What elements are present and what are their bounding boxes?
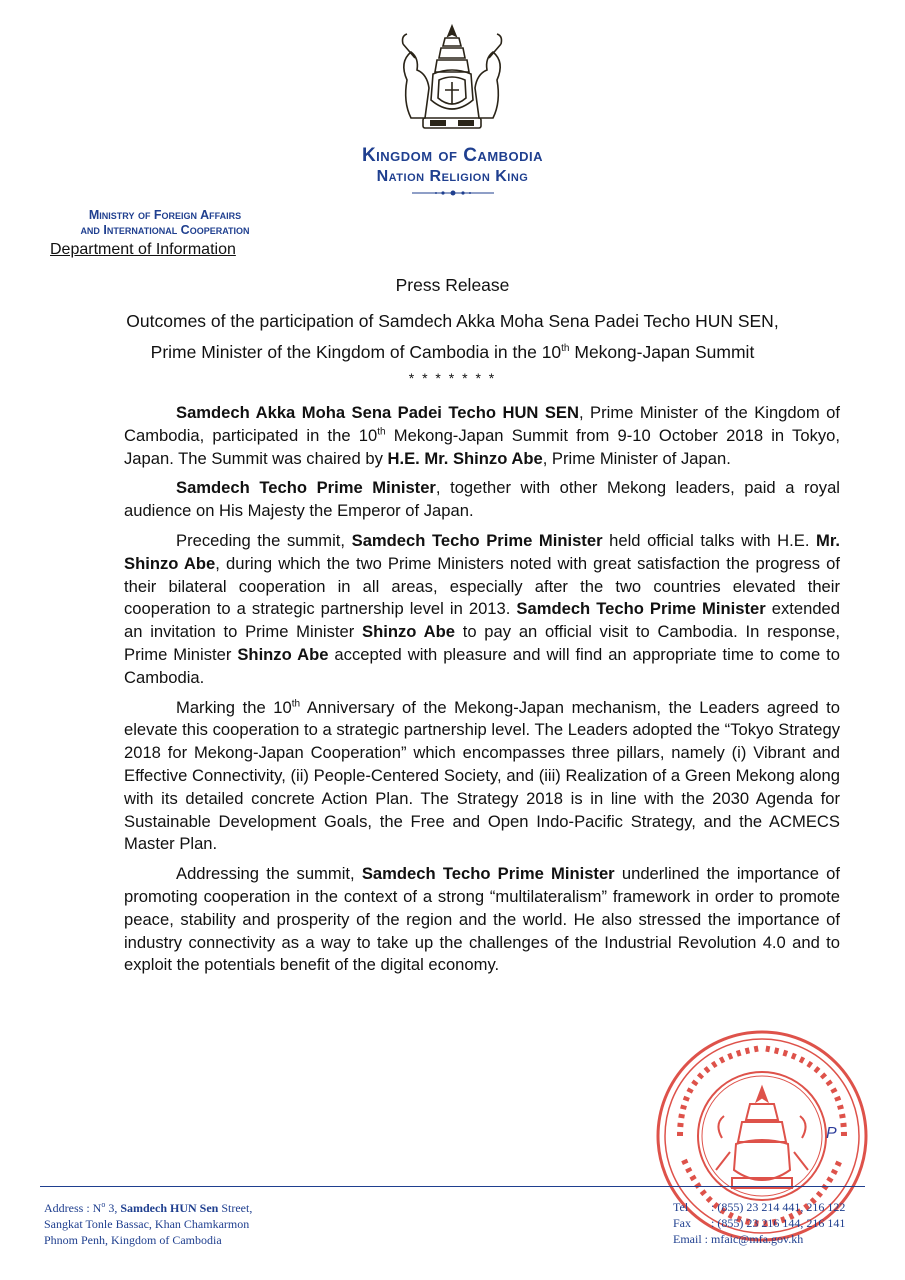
footer-contact (673, 1199, 845, 1247)
address-line-3: Phnom Penh, Kingdom of Cambodia (44, 1233, 222, 1247)
headline-line-2: Prime Minister of the Kingdom of Cambodia in the 10th Mekong-Japan Summit (150, 341, 755, 362)
kingdom-name: Kingdom of Cambodia (361, 145, 544, 166)
ornament-divider-icon (412, 189, 494, 197)
paragraph-2: Samdech Techo Prime Minister, together with other Mekong leaders, paid a royal audience on His Majesty the Emperor of Japan. (124, 478, 840, 521)
telephone: Tel : (855) 23 214 441, 216 122 (673, 1200, 846, 1214)
address-line-1: Address : $N^o$ 3, Samdech HUN Sen Street, (44, 1200, 253, 1215)
department-name: Department of Information (50, 241, 236, 258)
headline-line-1: Outcomes of the participation of Samdech Akka Moha Sena Padei Techo HUN SEN, (126, 311, 779, 331)
footer-address (44, 1197, 252, 1248)
royal-coat-of-arms-emblem (393, 22, 511, 134)
ministry-name (40, 208, 290, 238)
paragraph-3: Preceding the summit, Samdech Techo Prime Minister held official talks with H.E. Mr. Shinzo Abe, during which the two Prime Ministers noted with great satisfaction the progress of their bilateral cooperation in all areas, especially after the two countries elevated their cooperation to a strategic partnership level in 2013. Samdech Techo Prime Minister extended an invitation to Prime Minister Shinzo Abe to pay an official visit to Cambodia. In response, Prime Minister Shinzo Abe accepted with pleasure and will find an appropriate time to come to Cambodia. (124, 530, 841, 687)
footer-divider (40, 1186, 865, 1187)
ministry-line-2: and International Cooperation (80, 223, 250, 237)
document-type-title: Press Release (395, 275, 510, 295)
national-motto: Nation Religion King (376, 168, 529, 185)
kingdom-title-block (300, 145, 605, 187)
paragraph-4: Marking the 10th Anniversary of the Mekong-Japan mechanism, the Leaders agreed to elevate this cooperation to a strategic partnership level. The Leaders adopted the “Tokyo Strategy 2018 for Mekong-Japan Cooperation” which encompasses three pillars, namely (i) Vibrant and Effective Connectivity, (ii) People-Centered Society, and (iii) Realization of a Green Mekong along with its detailed concrete Action Plan. The Strategy 2018 is in line with the 2030 Agenda for Sustainable Development Goals, the Free and Open Indo-Pacific Strategy, and the ACMECS Master Plan. (124, 697, 841, 854)
press-release-headline (100, 308, 805, 366)
press-release-body (124, 402, 840, 984)
separator-stars: * * * * * * * (408, 370, 497, 386)
ministry-line-1: Ministry of Foreign Affairs (88, 208, 242, 222)
paragraph-5: Addressing the summit, Samdech Techo Prime Minister underlined the importance of promoting cooperation in the context of a strong “multilateralism” framework in order to promote peace, stability and prosperity of the region and the world. He also stressed the importance of industry connectivity as a way to take up the challenges of the Industrial Revolution 4.0 and to exploit the potentials benefit of the digital economy. (124, 864, 841, 975)
fax: Fax : (855) 23 216 144, 216 141 (673, 1216, 846, 1230)
address-line-2: Sangkat Tonle Bassac, Khan Chamkarmon (44, 1217, 250, 1231)
signature-mark: P (826, 1125, 837, 1142)
paragraph-1: Samdech Akka Moha Sena Padei Techo HUN SEN, Prime Minister of the Kingdom of Cambodia, participated in the 10th Mekong-Japan Summit from 9-10 October 2018 in Tokyo, Japan. The Summit was chaired by H.E. Mr. Shinzo Abe, Prime Minister of Japan. (124, 403, 840, 468)
email-address[interactable]: Email : mfaic@mfa.gov.kh (673, 1232, 804, 1246)
